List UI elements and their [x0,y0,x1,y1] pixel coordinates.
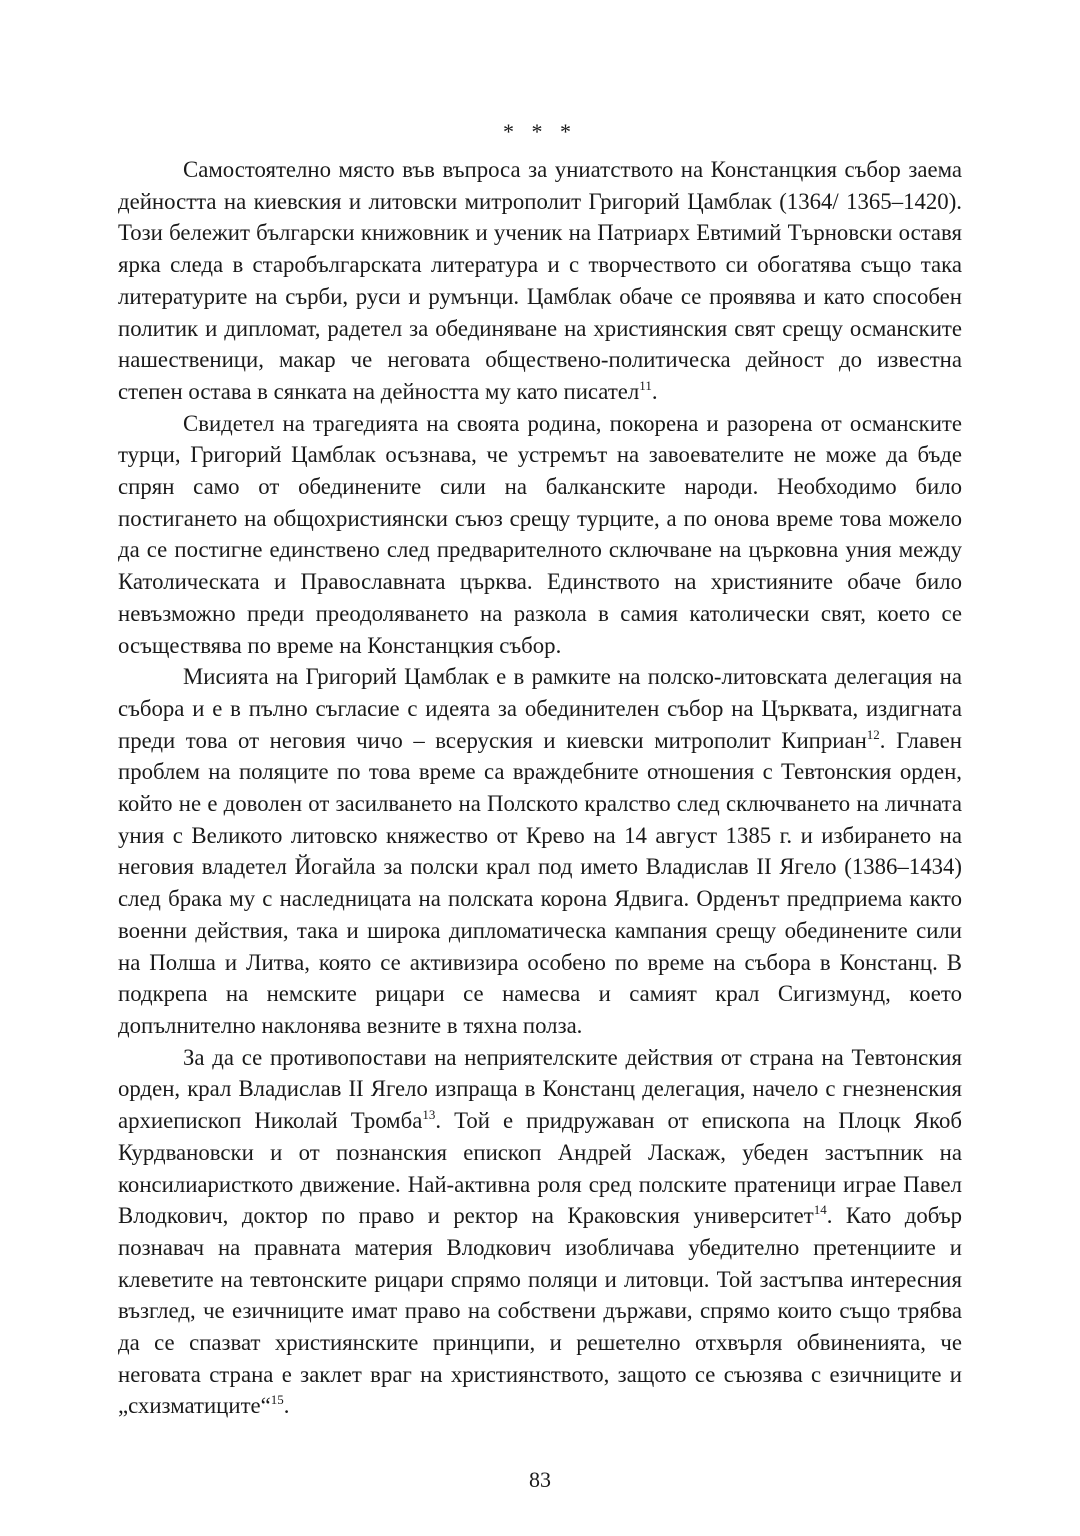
footnote-ref-14[interactable]: 14 [813,1202,827,1218]
text-segment: . [283,1393,290,1419]
paragraph-2 [118,408,962,662]
page-number: 83 [529,1467,551,1492]
footnote-ref-11[interactable]: 11 [639,377,652,393]
footnote-ref-15[interactable]: 15 [270,1392,284,1408]
text-segment: . [651,378,658,404]
paragraph-3 [118,661,962,1041]
text-segment: Самостоятелно място във въпроса за униатството на Констанцкия събор заема дейността на киевския и литовски митрополит Григорий Цамблак (1364/ 1365–1420). Този бележит български книжовник и ученик на Патриарх Евтимий Търновски оставя ярка следа в старобългарската литература и с творчеството си обогатява също така литературите на сърби, руси и румънци. Цамблак обаче се проявява и като способен политик и дипломат, радетел за обединяване на християнския свят срещу османските нашественици, макар че неговата обществено-политическа дейност до известна степен остава в сянката на дейността му като писател [118,157,962,404]
text-segment: . Главен проблем на поляците по това време са враждебните отношения с Тевтонския орден, който не е доволен от засилването на Полското кралство след сключването на личната уния с Великото литовско княжество от Крево на 14 август 1385 г. и избирането на неговия владетел Йогайла за полски крал под името Владислав II Ягело (1386–1434) след брака му с наследницата на полската корона Ядвига. Орденът предприема както военни действия, така и широка дипломатическа кампания срещу обединените сили на Полша и Литва, която се активизира особено по време на събора в Констанц. В подкрепа на немските рицари се намесва и самият крал Сигизмунд, което допълнително наклонява везните в тяхна полза. [118,727,962,1038]
paragraph-4 [118,1042,962,1422]
text-segment: За да се противопостави на неприятелските действия от страна на Тевтонския орден, крал Владислав II Ягело изпраща в Констанц делегация, начело с гнезненския архиепископ Николай Тромба [118,1044,962,1134]
footnote-ref-13[interactable]: 13 [422,1107,436,1123]
page-body [118,118,962,1422]
paragraph-1 [118,154,962,408]
section-separator: * * * [503,119,577,144]
text-segment: . Той е придружаван от епископа на Плоцк Якоб Курдвановски и от познанския епископ Андрей Ласкаж, убеден застъпник на консилиаристкото движение. Най-активна роля сред полските пратеници играе Павел Влодкович, доктор по право и ректор на Краковския университет [118,1108,963,1229]
text-segment: Мисията на Григорий Цамблак е в рамките на полско-литовската делегация на събора и е в пълно съгласие с идеята за обединителен събор на Църквата, издигната преди това от неговия чичо – всеруския и киевски митрополит Киприан [118,664,962,753]
text-segment: . Като добър познавач на правната материя Влодкович изобличава убедително претенциите и клеветите на тевтонските рицари спрямо поляци и литовци. Той застъпва интересния възглед, че езичниците имат право на собствени държави, спрямо които също трябва да се спазват християнските принципи, и решетелно отхвърля обвиненията, че неговата страна е заклет враг на християнството, защото се съюзява с езичниците и „схизматиците“ [118,1203,963,1419]
text-segment: Свидетел на трагедията на своята родина, покорена и разорена от османските турци, Григорий Цамблак осъзнава, че устремът на завоевателите не може да бъде спрян само от обединените сили на балканските народи. Необходимо било постигането на общохристиянски съюз срещу турците, а по онова време това можело да се постигне единствено след предварителното сключване на църковна уния между Католическата и Православната църква. Единството на християните обаче било невъзможно преди преодоляването на разкола в самия католически свят, което се осъществява по време на Констанцкия събор. [118,410,962,658]
footnote-ref-12[interactable]: 12 [866,726,880,742]
